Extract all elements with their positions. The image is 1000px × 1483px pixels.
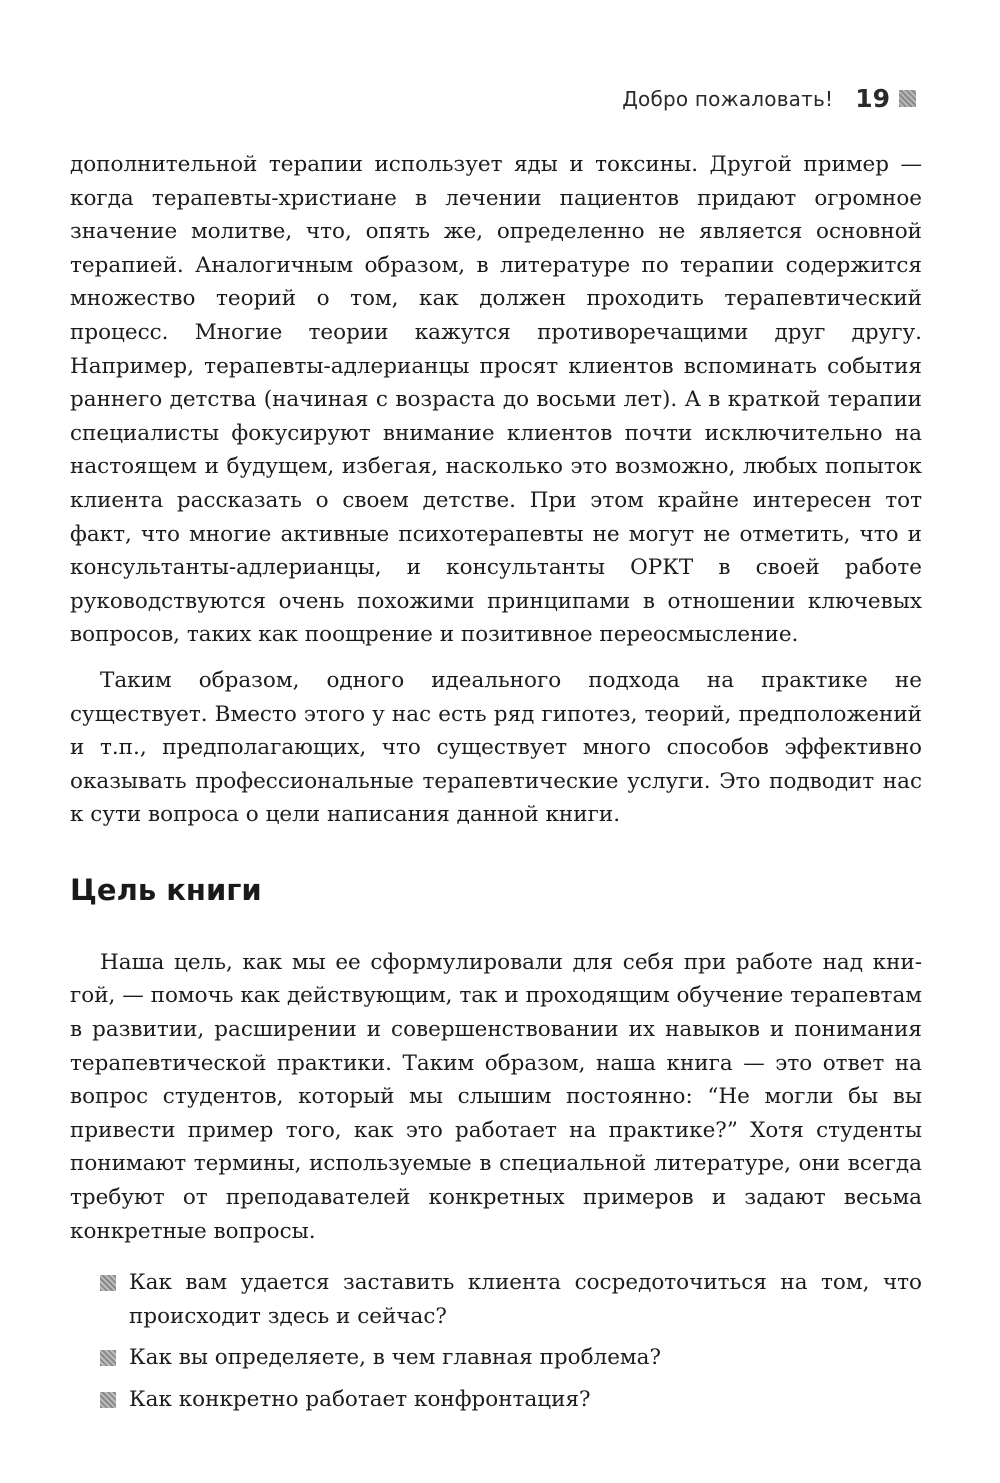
list-item — [100, 1383, 922, 1417]
bullet-square-icon — [100, 1275, 116, 1291]
body-paragraph-2: Таким образом, одного идеального подхода на практике не существует. Вместо этого у нас есть ряд гипотез, теорий, предположений и т.п., предполагающих, что существует много способов эффективно оказывать профессиональные терапевтические услуги. Это подводит нас к сути вопроса о цели написания данной книги. — [70, 667, 922, 828]
list-item — [100, 1266, 922, 1333]
body-paragraph-3: Наша цель, как мы ее сформулировали для себя при работе над книгой, — помочь как действующим, так и проходящим обучение терапевтам в развитии, расширении и совершенствовании их навыков и понимания терапевтической практики. Таким образом, наша книга — это ответ на вопрос студентов, который мы слышим постоянно: “Не могли бы вы привести пример того, как это работает на практике?” Хотя студенты понимают термины, используемые в специальной литературе, они всегда требуют от преподавателей конкретных примеров и задают весьма конкретные вопросы. — [70, 949, 922, 1244]
body-paragraph-1: дополнительной терапии использует яды и токсины. Другой пример — когда терапевты-христиане в лечении пациентов придают огромное значение молитве, что, опять же, определенно не является основной терапией. Аналогичным образом, в литературе по терапии содержится множество теорий о том, как должен проходить терапевтический процесс. Многие теории кажутся противоречащими друг другу. Например, терапевты-адлерианцы просят клиентов вспоминать события раннего детства (начиная с возраста до восьми лет). А в краткой терапии специалисты фокусируют внимание клиентов почти исключительно на настоящем и будущем, избегая, насколько это возможно, любых попыток клиента рассказать о своем детстве. При этом крайне интересен тот факт, что многие активные психотерапевты не могут не отметить, что и консультанты-адлерианцы, и консультанты ОРКТ в своей работе руководствуются очень похожими принципами в отношении ключевых вопросов, таких как поощрение и позитивное переосмысление. — [70, 152, 922, 648]
list-item-text: Как вы определяете, в чем главная проблема? — [129, 1345, 661, 1371]
section-heading: Цель книги — [70, 872, 262, 907]
bullet-square-icon — [100, 1350, 116, 1366]
bullet-list — [70, 1266, 922, 1416]
page-content — [70, 148, 922, 1425]
bullet-square-icon — [100, 1392, 116, 1408]
list-item — [100, 1341, 922, 1375]
list-item-text: Как конкретно работает конфронтация? — [129, 1387, 591, 1412]
page-number: 19 — [855, 84, 890, 113]
list-item-text: Как вам удается заставить клиента сосредоточиться на том, что происходит здесь и сейчас? — [129, 1270, 922, 1329]
running-title: Добро пожаловать! — [622, 86, 834, 111]
page-marker-square-icon — [899, 90, 916, 107]
running-header — [622, 84, 916, 113]
